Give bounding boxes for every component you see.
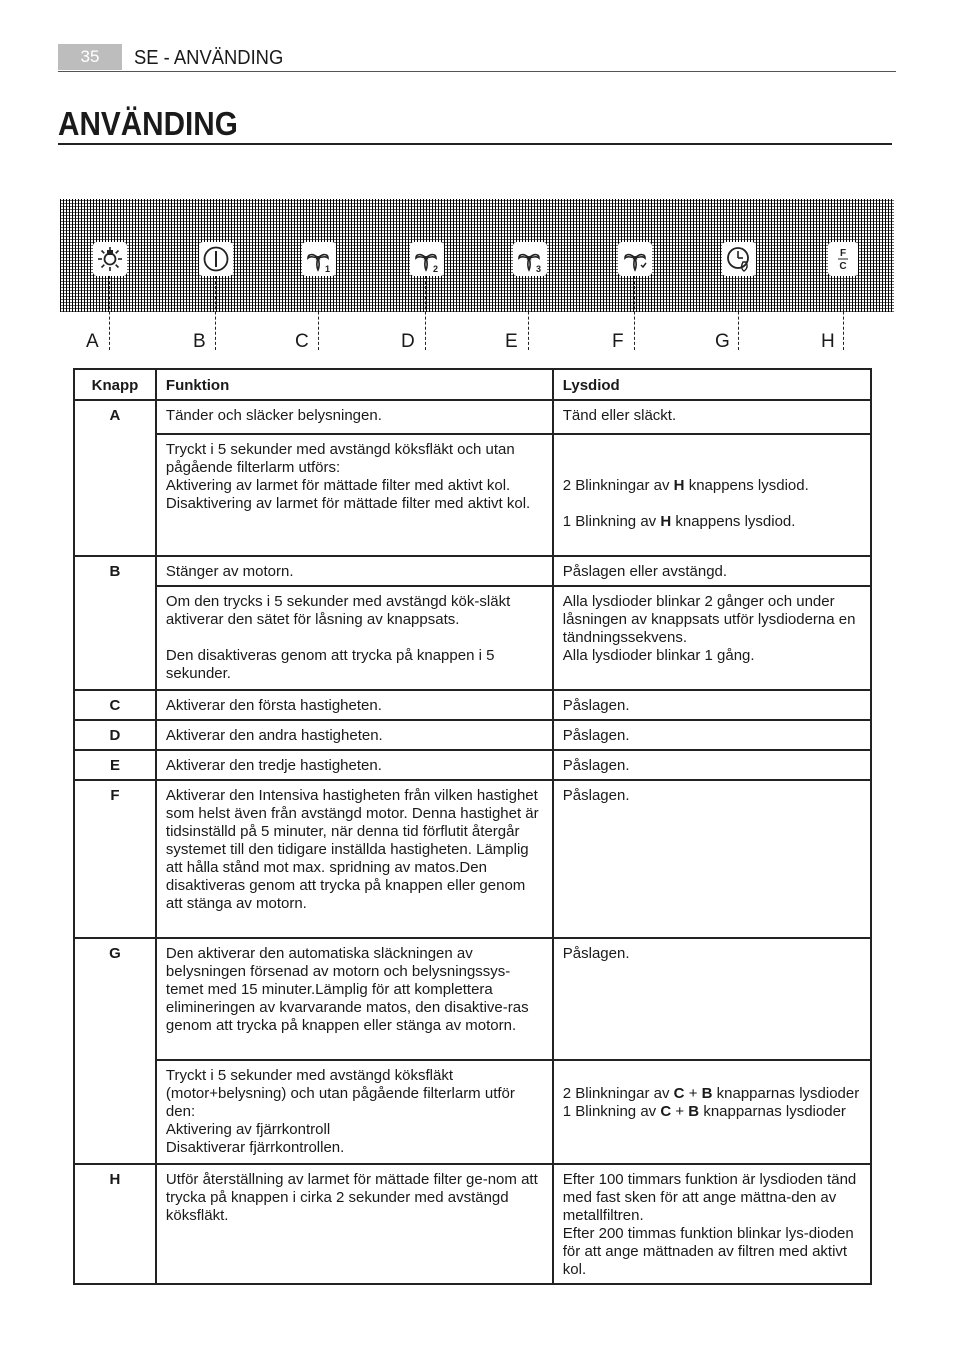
key-f: F xyxy=(74,780,156,938)
key-e: E xyxy=(74,750,156,780)
table-row xyxy=(74,750,871,780)
fan-speed-1-label: 1 xyxy=(325,264,331,274)
light-bulb-icon xyxy=(93,242,127,276)
table-row xyxy=(74,434,871,556)
table-row xyxy=(74,938,871,1060)
led-cell xyxy=(553,586,871,690)
func-line: Om den trycks i 5 sekunder med avstängd kök-släkt aktiverar den sätet för låsning av knappsats. xyxy=(165,593,511,628)
page-title: ANVÄNDING xyxy=(58,105,238,142)
table-row xyxy=(74,1060,871,1164)
lead-line-h xyxy=(843,276,844,350)
led-cell: Påslagen. xyxy=(553,780,871,938)
led-cell xyxy=(553,434,871,556)
func-cell: Utför återställning av larmet för mättade filter ge-nom att trycka på knappen i cirka 2 sekunder med avstängd köksfläkt. xyxy=(156,1164,553,1284)
func-cell: Stänger av motorn. xyxy=(156,556,553,586)
fan-speed-2-icon xyxy=(410,242,444,276)
label-h: H xyxy=(821,331,835,352)
func-cell: Aktiverar den tredje hastigheten. xyxy=(156,750,553,780)
func-line: Den disaktiveras genom att trycka på knappen i 5 sekunder. xyxy=(165,647,495,682)
led-line: 2 Blinkningar av H knappens lysdiod. xyxy=(562,477,809,494)
func-cell: Den aktiverar den automatiska släckningen av belysningen försenad av motorn och belysningssys-temet med 15 minuter.Lämplig för att komplettera elimineringen av kvarvarande matos, den disaktive-ras genom att trycka på knappen eller stänga av motorn. xyxy=(156,938,553,1060)
led-cell: Påslagen. xyxy=(553,938,871,1060)
table-row xyxy=(74,720,871,750)
func-cell xyxy=(156,1060,553,1164)
section-title: SE - ANVÄNDING xyxy=(134,47,284,69)
led-line: Alla lysdioder blinkar 1 gång. xyxy=(562,647,755,664)
func-cell: Aktiverar den första hastigheten. xyxy=(156,690,553,720)
page-number: 35 xyxy=(58,44,122,70)
control-panel xyxy=(60,199,894,312)
fan-speed-3-icon xyxy=(513,242,547,276)
led-line: 2 Blinkningar av C + B knapparnas lysdioder xyxy=(562,1085,860,1102)
key-cell-empty xyxy=(74,586,156,690)
key-a: A xyxy=(74,400,156,434)
led-line: 1 Blinkning av C + B knapparnas lysdioder xyxy=(562,1103,846,1120)
led-line: Alla lysdioder blinkar 2 gånger och under låsningen av knappsats utför lysdioderna en tändningssekvens. xyxy=(562,593,856,646)
label-e: E xyxy=(505,331,518,352)
header-funktion: Funktion xyxy=(156,369,553,400)
fan-speed-1-icon xyxy=(302,242,336,276)
led-cell: Tänd eller släckt. xyxy=(553,400,871,434)
key-g: G xyxy=(74,938,156,1060)
filter-icon-bottom: C xyxy=(839,261,847,272)
led-line: Efter 200 timmas funktion blinkar lys-dioden för att ange mättnaden av filtren med aktivt kol. xyxy=(562,1225,854,1278)
lead-line-g xyxy=(738,276,739,350)
key-d: D xyxy=(74,720,156,750)
led-line: Efter 100 timmars funktion är lysdioden tänd med fast sken för att ange mättna-den av metallfiltren. xyxy=(562,1171,857,1224)
led-line: 1 Blinkning av H knappens lysdiod. xyxy=(562,513,796,530)
func-cell: Tänder och släcker belysningen. xyxy=(156,400,553,434)
func-line: Disaktivering av larmet för mättade filter med aktivt kol. xyxy=(165,495,531,512)
func-line: Tryckt i 5 sekunder med avstängd köksfläkt och utan pågående filterlarm utförs: xyxy=(165,441,515,476)
table-row xyxy=(74,780,871,938)
table-row xyxy=(74,556,871,586)
label-f: F xyxy=(612,331,624,352)
fan-speed-2-label: 2 xyxy=(433,264,439,274)
label-b: B xyxy=(193,331,206,352)
key-c: C xyxy=(74,690,156,720)
table-row xyxy=(74,690,871,720)
key-b: B xyxy=(74,556,156,586)
timer-icon xyxy=(722,242,756,276)
led-cell xyxy=(553,1164,871,1284)
label-g: G xyxy=(715,331,730,352)
table-header-row xyxy=(74,369,871,400)
func-cell xyxy=(156,586,553,690)
led-cell: Påslagen. xyxy=(553,690,871,720)
func-cell: Aktiverar den Intensiva hastigheten från vilken hastighet som helst även från avstängd motor. Denna hastighet är tidsinställd på 5 minuter, när denna tid förflutit återgår systemet till den tidigare inställda hastigheten. Lämplig att hålla stånd mot max. spridning av matos.Den disaktiveras genom att trycka på knappen eller genom att stänga av motorn. xyxy=(156,780,553,938)
power-icon xyxy=(199,242,233,276)
led-cell: Påslagen. xyxy=(553,750,871,780)
fan-speed-3-label: 3 xyxy=(536,264,542,274)
function-table xyxy=(73,368,872,1285)
key-cell-empty xyxy=(74,1060,156,1164)
lead-line-d xyxy=(425,276,426,350)
key-cell-empty xyxy=(74,434,156,556)
func-cell: Aktiverar den andra hastigheten. xyxy=(156,720,553,750)
label-d: D xyxy=(401,331,415,352)
lead-line-f xyxy=(634,276,635,350)
page-header xyxy=(58,44,896,72)
led-cell: Påslagen eller avstängd. xyxy=(553,556,871,586)
key-h: H xyxy=(74,1164,156,1284)
header-knapp: Knapp xyxy=(74,369,156,400)
table-row xyxy=(74,1164,871,1284)
table-row xyxy=(74,400,871,434)
filter-icon-top: F xyxy=(839,248,847,259)
filter-icon xyxy=(828,242,858,276)
title-divider xyxy=(58,143,892,145)
led-cell: Påslagen. xyxy=(553,720,871,750)
lead-line-e xyxy=(528,276,529,350)
fan-intensive-icon xyxy=(618,242,652,276)
label-c: C xyxy=(295,331,309,352)
func-line: Aktivering av fjärrkontroll xyxy=(165,1121,331,1138)
label-a: A xyxy=(86,331,99,352)
header-lysdiod: Lysdiod xyxy=(553,369,871,400)
func-line: Disaktiverar fjärrkontrollen. xyxy=(165,1139,345,1156)
func-cell xyxy=(156,434,553,556)
led-cell xyxy=(553,1060,871,1164)
lead-line-c xyxy=(318,276,319,350)
func-line: Aktivering av larmet för mättade filter med aktivt kol. xyxy=(165,477,511,494)
func-line: Tryckt i 5 sekunder med avstängd köksfläkt (motor+belysning) och utan pågående filterlarm utför den: xyxy=(165,1067,515,1120)
table-row xyxy=(74,586,871,690)
lead-line-a xyxy=(109,276,110,350)
lead-line-b xyxy=(215,276,216,350)
